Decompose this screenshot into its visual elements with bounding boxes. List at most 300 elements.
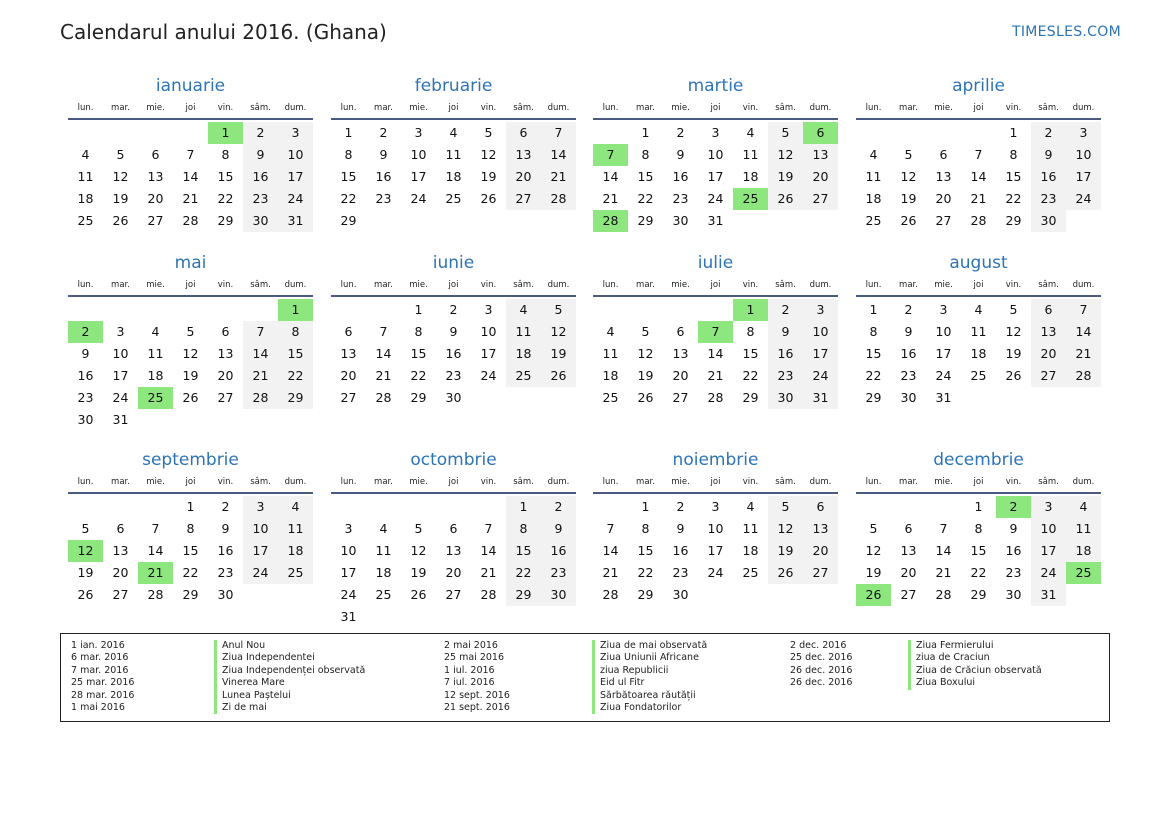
day-cell: 16 <box>768 343 803 365</box>
empty-cell <box>471 496 506 518</box>
day-cell: 13 <box>672 346 689 361</box>
empty-cell <box>331 299 366 321</box>
weekday-header <box>331 98 576 120</box>
day-cell: 30 <box>1031 210 1066 232</box>
weekday-label: joi <box>710 477 721 487</box>
day-cell: 11 <box>506 321 541 343</box>
day-cell: 23 <box>541 562 576 584</box>
day-cell: 11 <box>1066 518 1101 540</box>
day-cell: 20 <box>803 540 838 562</box>
day-cell: 6 <box>506 122 541 144</box>
day-cell: 18 <box>865 191 882 206</box>
day-cell: 17 <box>340 565 357 580</box>
empty-cell <box>366 496 401 518</box>
holiday-day-cell: 1 <box>733 299 768 321</box>
day-cell: 9 <box>1009 521 1018 536</box>
empty-cell <box>593 299 628 321</box>
day-cell: 22 <box>217 191 234 206</box>
day-cell: 9 <box>81 346 90 361</box>
month-august <box>856 249 1101 409</box>
day-cell: 10 <box>278 144 313 166</box>
day-cell: 8 <box>869 324 878 339</box>
day-cell: 21 <box>1066 343 1101 365</box>
day-cell: 29 <box>637 587 654 602</box>
day-cell: 30 <box>445 390 462 405</box>
day-cell: 8 <box>278 321 313 343</box>
weekday-label: sâm. <box>250 280 271 290</box>
day-cell: 31 <box>278 210 313 232</box>
day-cell: 5 <box>414 521 423 536</box>
weekday-label: lun. <box>602 280 619 290</box>
day-cell: 19 <box>182 368 199 383</box>
day-cell: 29 <box>278 387 313 409</box>
day-cell: 27 <box>217 390 234 405</box>
day-cell: 23 <box>768 365 803 387</box>
day-cell: 20 <box>672 368 689 383</box>
day-cell: 16 <box>243 166 278 188</box>
day-cell: 29 <box>742 390 759 405</box>
weekday-label: dum. <box>809 103 832 113</box>
day-cell: 22 <box>340 191 357 206</box>
day-cell: 7 <box>151 521 160 536</box>
holiday-day-cell: 26 <box>856 584 891 606</box>
day-cell: 17 <box>480 346 497 361</box>
legend-date: 28 mar. 2016 <box>71 689 135 701</box>
day-cell: 4 <box>974 302 983 317</box>
day-cell: 13 <box>803 144 838 166</box>
day-cell: 17 <box>410 169 427 184</box>
day-cell: 7 <box>974 147 983 162</box>
legend-holiday-name: Lunea Paștelui <box>214 690 365 702</box>
day-cell: 2 <box>904 302 913 317</box>
empty-cell <box>891 496 926 518</box>
month-noiembrie <box>593 446 838 606</box>
month-name: ianuarie <box>155 76 226 96</box>
day-cell: 6 <box>151 147 160 162</box>
weekday-label: mar. <box>899 280 918 290</box>
day-cell: 4 <box>1066 496 1101 518</box>
weekday-label: joi <box>973 477 984 487</box>
day-cell: 11 <box>278 518 313 540</box>
day-cell: 9 <box>243 144 278 166</box>
legend-date: 25 mar. 2016 <box>71 677 135 689</box>
day-cell: 26 <box>182 390 199 405</box>
weekday-label: mar. <box>636 280 655 290</box>
day-grid <box>331 122 576 232</box>
weekday-label: dum. <box>284 477 307 487</box>
month-iunie <box>331 249 576 409</box>
weekday-label: mar. <box>636 103 655 113</box>
day-cell: 15 <box>410 346 427 361</box>
day-cell: 11 <box>147 346 164 361</box>
weekday-label: mie. <box>409 477 428 487</box>
day-cell: 29 <box>970 587 987 602</box>
holiday-day-cell: 28 <box>593 210 628 232</box>
legend-date: 7 mar. 2016 <box>71 664 129 676</box>
day-cell: 20 <box>445 565 462 580</box>
day-cell: 29 <box>182 587 199 602</box>
legend-holiday-name: Anul Nou <box>214 640 365 652</box>
month-decembrie <box>856 446 1101 606</box>
day-cell: 16 <box>672 543 689 558</box>
empty-cell <box>331 496 366 518</box>
day-cell: 25 <box>278 562 313 584</box>
month-name: iunie <box>432 253 475 273</box>
day-cell: 18 <box>445 169 462 184</box>
day-grid <box>331 299 576 409</box>
day-cell: 28 <box>1066 365 1101 387</box>
day-cell: 12 <box>637 346 654 361</box>
day-cell: 28 <box>147 587 164 602</box>
day-cell: 8 <box>414 324 423 339</box>
day-cell: 11 <box>445 147 462 162</box>
day-cell: 5 <box>641 324 650 339</box>
day-cell: 1 <box>344 125 353 140</box>
empty-cell <box>208 299 243 321</box>
weekday-label: sâm. <box>250 103 271 113</box>
empty-cell <box>173 299 208 321</box>
weekday-label: vin. <box>217 477 234 487</box>
day-cell: 25 <box>742 565 759 580</box>
day-cell: 9 <box>1031 144 1066 166</box>
day-cell: 20 <box>506 166 541 188</box>
weekday-label: dum. <box>809 477 832 487</box>
weekday-label: vin. <box>742 477 759 487</box>
weekday-label: sâm. <box>775 477 796 487</box>
day-cell: 6 <box>939 147 948 162</box>
day-cell: 4 <box>81 147 90 162</box>
day-cell: 25 <box>77 213 94 228</box>
day-cell: 27 <box>112 587 129 602</box>
weekday-label: vin. <box>217 103 234 113</box>
month-iulie <box>593 249 838 409</box>
day-cell: 18 <box>147 368 164 383</box>
day-cell: 11 <box>742 521 759 536</box>
day-cell: 28 <box>541 188 576 210</box>
day-cell: 4 <box>606 324 615 339</box>
empty-cell <box>366 299 401 321</box>
day-cell: 19 <box>541 343 576 365</box>
legend-holiday-name: Ziua Fondatorilor <box>592 702 707 714</box>
day-cell: 8 <box>746 324 755 339</box>
empty-cell <box>628 299 663 321</box>
empty-cell <box>926 122 961 144</box>
day-cell: 25 <box>445 191 462 206</box>
day-cell: 29 <box>865 390 882 405</box>
day-cell: 6 <box>1031 299 1066 321</box>
day-cell: 10 <box>1066 144 1101 166</box>
day-cell: 24 <box>278 188 313 210</box>
day-cell: 28 <box>182 213 199 228</box>
day-cell: 10 <box>340 543 357 558</box>
day-cell: 17 <box>803 343 838 365</box>
weekday-label: mar. <box>374 103 393 113</box>
legend-holiday-name: Sărbătoarea răutății <box>592 690 707 702</box>
weekday-label: joi <box>448 103 459 113</box>
weekday-label: lun. <box>865 280 882 290</box>
holiday-day-cell: 25 <box>138 387 173 409</box>
day-cell: 13 <box>1031 321 1066 343</box>
day-cell: 18 <box>375 565 392 580</box>
weekday-label: lun. <box>340 280 357 290</box>
day-cell: 3 <box>344 521 353 536</box>
empty-cell <box>593 496 628 518</box>
day-cell: 22 <box>1005 191 1022 206</box>
legend-holiday-name: ziua Republicii <box>592 665 707 677</box>
day-cell: 7 <box>484 521 493 536</box>
day-cell: 30 <box>900 390 917 405</box>
holiday-day-cell: 1 <box>278 299 313 321</box>
day-cell: 19 <box>637 368 654 383</box>
legend-date: 25 dec. 2016 <box>790 652 853 664</box>
day-cell: 28 <box>243 387 278 409</box>
weekday-label: sâm. <box>1038 280 1059 290</box>
day-cell: 5 <box>116 147 125 162</box>
weekday-label: lun. <box>602 477 619 487</box>
day-cell: 29 <box>340 213 357 228</box>
legend-date: 12 sept. 2016 <box>444 689 510 701</box>
day-cell: 7 <box>186 147 195 162</box>
day-cell: 22 <box>865 368 882 383</box>
weekday-label: vin. <box>217 280 234 290</box>
day-cell: 7 <box>606 521 615 536</box>
empty-cell <box>103 299 138 321</box>
day-cell: 11 <box>77 169 94 184</box>
day-cell: 27 <box>672 390 689 405</box>
day-cell: 22 <box>410 368 427 383</box>
day-cell: 18 <box>602 368 619 383</box>
day-cell: 27 <box>900 587 917 602</box>
day-cell: 3 <box>1066 122 1101 144</box>
empty-cell <box>961 122 996 144</box>
day-cell: 13 <box>935 169 952 184</box>
day-cell: 13 <box>112 543 129 558</box>
day-cell: 27 <box>803 188 838 210</box>
day-cell: 27 <box>147 213 164 228</box>
legend-holiday-name: Ziua Boxului <box>908 677 1042 689</box>
day-cell: 18 <box>1066 540 1101 562</box>
day-cell: 10 <box>707 521 724 536</box>
empty-cell <box>68 299 103 321</box>
legend-holiday-name: Ziua de Crăciun observată <box>908 665 1042 677</box>
day-cell: 4 <box>746 125 755 140</box>
weekday-label: mar. <box>899 477 918 487</box>
month-name: septembrie <box>142 450 239 470</box>
day-cell: 17 <box>278 166 313 188</box>
day-cell: 8 <box>186 521 195 536</box>
day-cell: 14 <box>147 543 164 558</box>
legend-dates-col-1 <box>71 640 134 714</box>
day-cell: 17 <box>1031 540 1066 562</box>
day-cell: 19 <box>480 169 497 184</box>
empty-cell <box>103 496 138 518</box>
day-cell: 5 <box>484 125 493 140</box>
day-cell: 7 <box>939 521 948 536</box>
day-cell: 27 <box>445 587 462 602</box>
day-cell: 24 <box>707 191 724 206</box>
day-cell: 27 <box>506 188 541 210</box>
legend-holiday-name: Ziua de mai observată <box>592 640 707 652</box>
day-cell: 18 <box>742 169 759 184</box>
day-cell: 30 <box>768 387 803 409</box>
weekday-label: mar. <box>111 477 130 487</box>
day-cell: 6 <box>676 324 685 339</box>
weekday-label: dum. <box>547 477 570 487</box>
weekday-label: mie. <box>671 103 690 113</box>
legend-date: 1 iul. 2016 <box>444 664 495 676</box>
day-cell: 26 <box>410 587 427 602</box>
day-cell: 15 <box>865 346 882 361</box>
month-name: mai <box>174 253 207 273</box>
day-cell: 9 <box>676 521 685 536</box>
day-cell: 18 <box>278 540 313 562</box>
day-cell: 14 <box>935 543 952 558</box>
day-cell: 13 <box>147 169 164 184</box>
weekday-header <box>856 472 1101 494</box>
weekday-label: sâm. <box>775 103 796 113</box>
weekday-header <box>68 275 313 297</box>
weekday-label: dum. <box>1072 103 1095 113</box>
day-cell: 10 <box>410 147 427 162</box>
day-cell: 4 <box>449 125 458 140</box>
day-cell: 24 <box>480 368 497 383</box>
legend-holiday-name: Eid ul Fitr <box>592 677 707 689</box>
weekday-header <box>593 98 838 120</box>
weekday-label: mar. <box>636 477 655 487</box>
weekday-label: joi <box>973 280 984 290</box>
day-cell: 4 <box>746 499 755 514</box>
day-cell: 9 <box>904 324 913 339</box>
empty-cell <box>138 122 173 144</box>
day-cell: 20 <box>340 368 357 383</box>
legend-holiday-name: Ziua Fermierului <box>908 640 1042 652</box>
day-cell: 23 <box>1005 565 1022 580</box>
day-cell: 28 <box>602 587 619 602</box>
weekday-label: mar. <box>374 280 393 290</box>
day-cell: 17 <box>707 169 724 184</box>
empty-cell <box>138 299 173 321</box>
day-cell: 21 <box>182 191 199 206</box>
empty-cell <box>401 496 436 518</box>
empty-cell <box>663 299 698 321</box>
day-cell: 12 <box>480 147 497 162</box>
day-cell: 15 <box>217 169 234 184</box>
day-cell: 9 <box>768 321 803 343</box>
day-cell: 3 <box>803 299 838 321</box>
empty-cell <box>436 496 471 518</box>
day-cell: 31 <box>803 387 838 409</box>
day-cell: 1 <box>186 499 195 514</box>
day-cell: 23 <box>672 191 689 206</box>
day-cell: 26 <box>480 191 497 206</box>
day-cell: 21 <box>935 565 952 580</box>
weekday-label: mie. <box>671 477 690 487</box>
empty-cell <box>138 496 173 518</box>
day-cell: 31 <box>935 390 952 405</box>
weekday-label: mie. <box>934 103 953 113</box>
month-name: iulie <box>697 253 734 273</box>
day-cell: 24 <box>1031 562 1066 584</box>
day-grid <box>68 122 313 232</box>
day-cell: 20 <box>217 368 234 383</box>
day-cell: 15 <box>506 540 541 562</box>
day-cell: 20 <box>147 191 164 206</box>
day-cell: 19 <box>768 166 803 188</box>
day-cell: 6 <box>803 496 838 518</box>
day-cell: 15 <box>340 169 357 184</box>
day-cell: 14 <box>602 169 619 184</box>
day-cell: 13 <box>217 346 234 361</box>
weekday-label: lun. <box>340 103 357 113</box>
day-cell: 14 <box>182 169 199 184</box>
day-cell: 20 <box>935 191 952 206</box>
day-cell: 24 <box>340 587 357 602</box>
day-cell: 6 <box>344 324 353 339</box>
weekday-label: mie. <box>671 280 690 290</box>
page-title: Calendarul anului 2016. (Ghana) <box>60 20 387 44</box>
day-cell: 27 <box>340 390 357 405</box>
day-cell: 20 <box>1031 343 1066 365</box>
legend-holiday-name: Ziua Uniunii Africane <box>592 652 707 664</box>
weekday-label: sâm. <box>513 103 534 113</box>
day-cell: 23 <box>77 390 94 405</box>
day-cell: 12 <box>768 518 803 540</box>
day-cell: 18 <box>742 543 759 558</box>
day-grid <box>593 122 838 232</box>
day-cell: 8 <box>344 147 353 162</box>
day-cell: 29 <box>410 390 427 405</box>
day-cell: 12 <box>900 169 917 184</box>
legend-date: 1 ian. 2016 <box>71 640 125 651</box>
empty-cell <box>68 122 103 144</box>
day-cell: 26 <box>900 213 917 228</box>
day-cell: 16 <box>1005 543 1022 558</box>
day-cell: 26 <box>112 213 129 228</box>
weekday-label: sâm. <box>513 280 534 290</box>
legend-dates-col-3 <box>790 640 852 690</box>
day-cell: 8 <box>1009 147 1018 162</box>
weekday-label: sâm. <box>250 477 271 487</box>
day-cell: 7 <box>379 324 388 339</box>
brand-link[interactable]: TIMESLES.COM <box>1012 24 1121 40</box>
day-cell: 3 <box>116 324 125 339</box>
holiday-day-cell: 7 <box>698 321 733 343</box>
weekday-label: sâm. <box>1038 477 1059 487</box>
day-cell: 12 <box>182 346 199 361</box>
empty-cell <box>173 122 208 144</box>
weekday-label: joi <box>710 280 721 290</box>
day-cell: 2 <box>676 499 685 514</box>
weekday-label: lun. <box>340 477 357 487</box>
day-cell: 7 <box>541 122 576 144</box>
day-cell: 14 <box>970 169 987 184</box>
legend-date: 2 dec. 2016 <box>790 640 847 651</box>
day-cell: 22 <box>506 562 541 584</box>
day-cell: 3 <box>278 122 313 144</box>
day-cell: 1 <box>1009 125 1018 140</box>
day-cell: 15 <box>182 543 199 558</box>
weekday-header <box>68 98 313 120</box>
day-cell: 30 <box>217 587 234 602</box>
day-cell: 19 <box>865 565 882 580</box>
weekday-label: joi <box>185 103 196 113</box>
day-cell: 8 <box>506 518 541 540</box>
holiday-day-cell: 12 <box>68 540 103 562</box>
day-cell: 12 <box>1005 324 1022 339</box>
day-cell: 8 <box>641 147 650 162</box>
weekday-label: vin. <box>1005 103 1022 113</box>
day-cell: 14 <box>375 346 392 361</box>
